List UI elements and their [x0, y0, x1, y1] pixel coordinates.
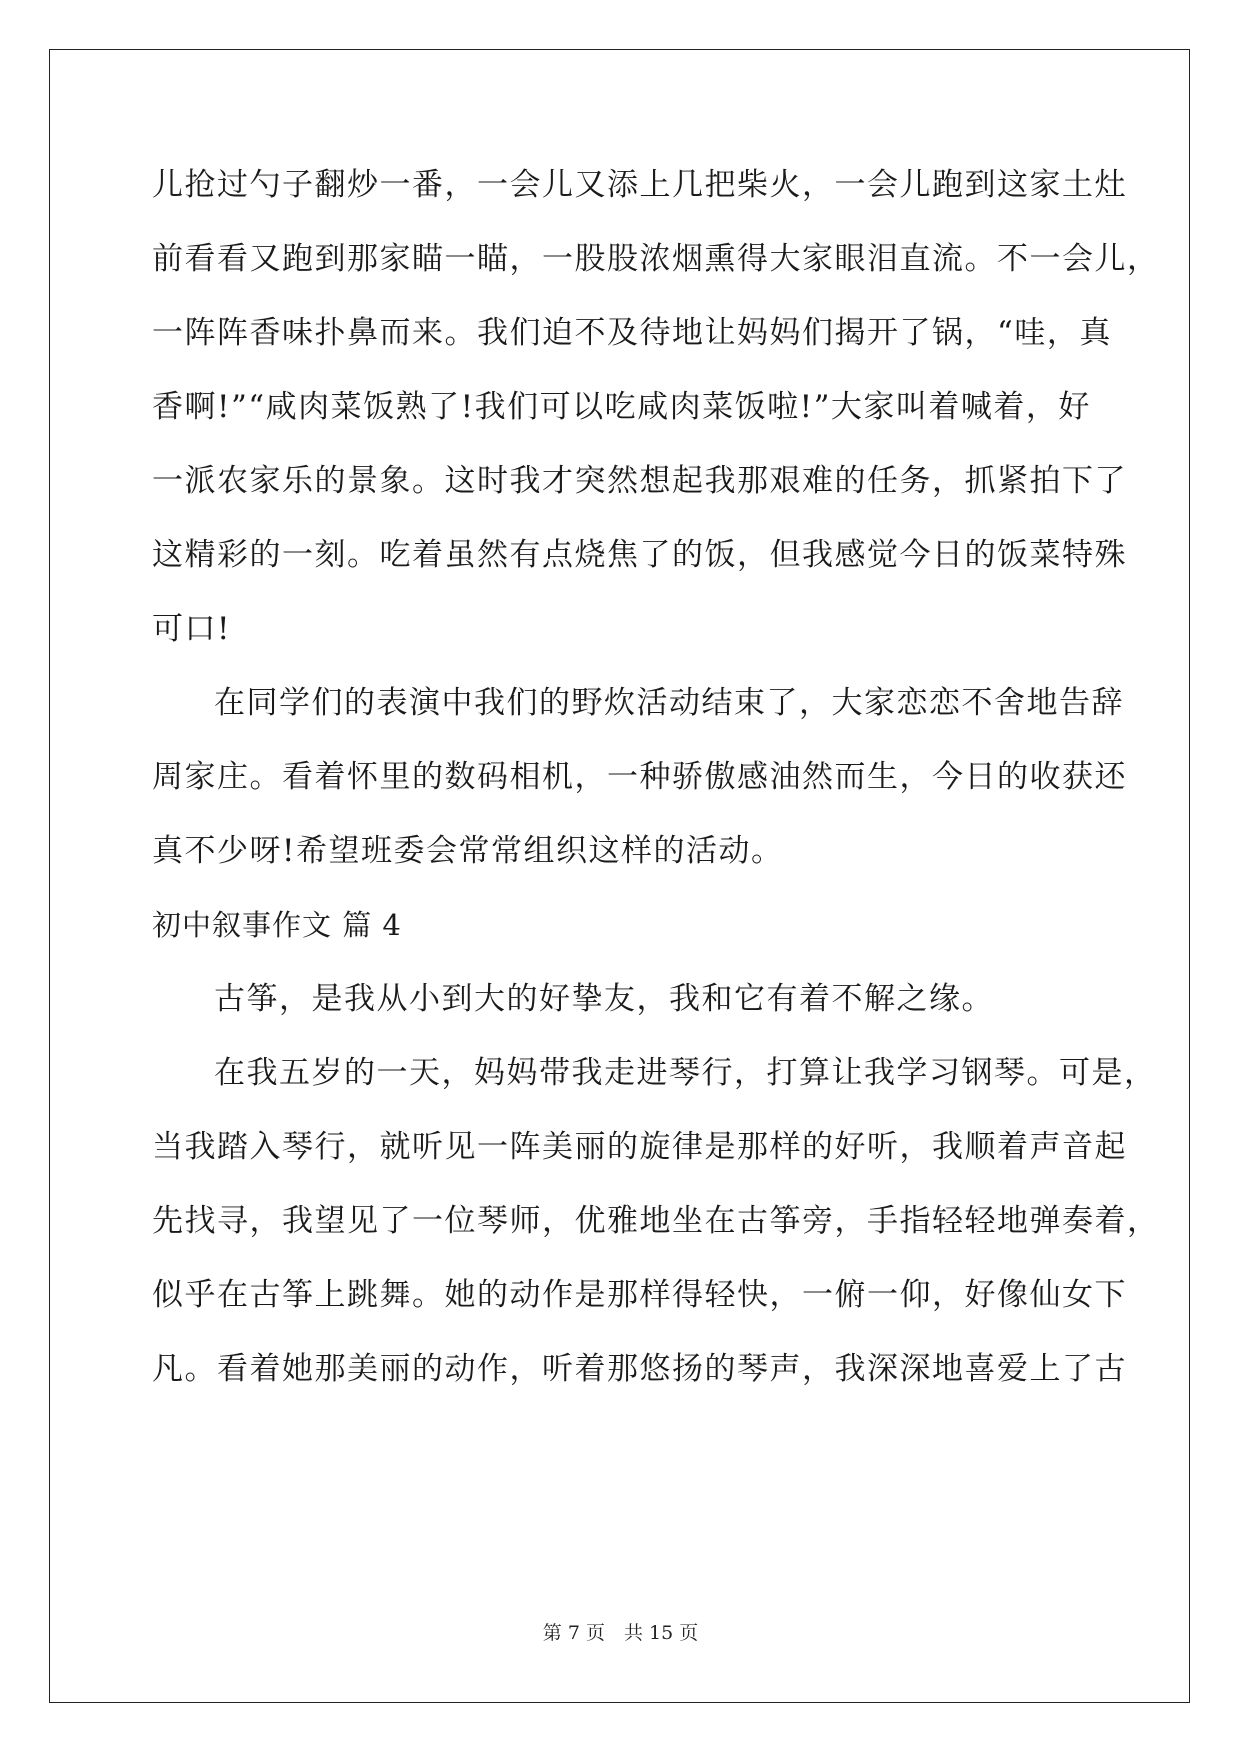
text-line: 香啊!”“咸肉菜饭熟了!我们可以吃咸肉菜饭啦!”大家叫着喊着，好	[152, 389, 1091, 425]
page-border	[49, 49, 1190, 1703]
text-line: 儿抢过勺子翻炒一番，一会儿又添上几把柴火，一会儿跑到这家土灶	[152, 167, 1127, 203]
paragraph-start-line: 在同学们的表演中我们的野炊活动结束了，大家恋恋不舍地告辞	[214, 685, 1124, 721]
page-number-footer: 第 7 页 共 15 页	[542, 1622, 699, 1644]
paragraph-start-line: 在我五岁的一天，妈妈带我走进琴行，打算让我学习钢琴。可是，	[214, 1055, 1157, 1091]
text-line: 先找寻，我望见了一位琴师，优雅地坐在古筝旁，手指轻轻地弹奏着，	[152, 1203, 1160, 1239]
text-line: 一派农家乐的景象。这时我才突然想起我那艰难的任务，抓紧拍下了	[152, 463, 1127, 499]
text-line: 可口!	[152, 611, 231, 647]
text-line: 这精彩的一刻。吃着虽然有点烧焦了的饭，但我感觉今日的饭菜特殊	[152, 537, 1127, 573]
text-line: 凡。看着她那美丽的动作，听着那悠扬的琴声，我深深地喜爱上了古	[152, 1351, 1127, 1387]
text-line: 似乎在古筝上跳舞。她的动作是那样得轻快，一俯一仰，好像仙女下	[152, 1277, 1127, 1313]
paragraph-start-line: 古筝，是我从小到大的好挚友，我和它有着不解之缘。	[214, 981, 994, 1017]
text-line: 周家庄。看着怀里的数码相机，一种骄傲感油然而生，今日的收获还	[152, 759, 1127, 795]
text-line: 一阵阵香味扑鼻而来。我们迫不及待地让妈妈们揭开了锅，“哇，真	[152, 315, 1112, 351]
section-heading: 初中叙事作文 篇 4	[152, 908, 402, 942]
text-line: 真不少呀!希望班委会常常组织这样的活动。	[152, 833, 784, 869]
text-line: 前看看又跑到那家瞄一瞄，一股股浓烟熏得大家眼泪直流。不一会儿，	[152, 241, 1160, 277]
text-line: 当我踏入琴行，就听见一阵美丽的旋律是那样的好听，我顺着声音起	[152, 1129, 1127, 1165]
